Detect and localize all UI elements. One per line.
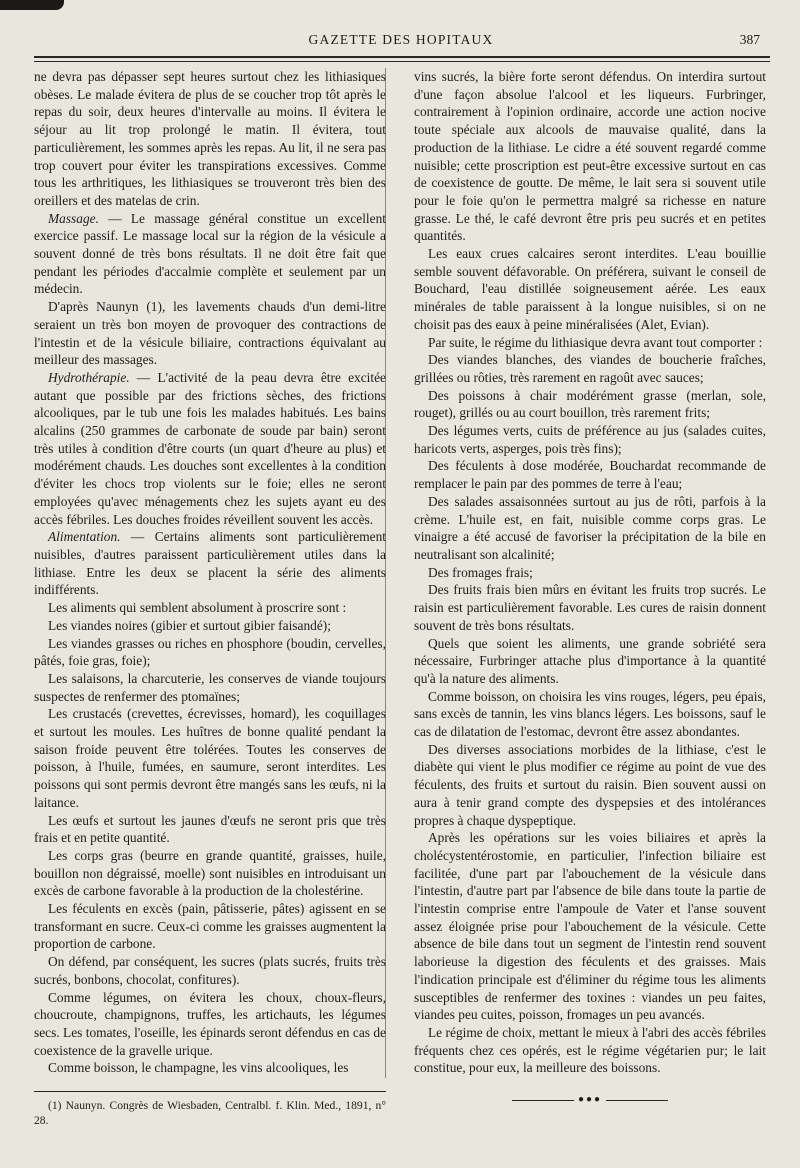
paragraph: Comme légumes, on évitera les choux, choux-fleurs, choucroute, champignons, truffes, les artichauts, les légumes secs. Les tomates, l'oseille, les épinards seront défendus en cas de coexistence de la gravelle urique. [34, 989, 386, 1058]
scan-edge-mark [0, 0, 64, 10]
paragraph: Les eaux crues calcaires seront interdites. L'eau bouillie semble souvent défavorable. On préférera, suivant le conseil de Bouchard, l'eau distillée soigneusement aérée. Les eaux minérales de table paraissent à la longue nuisibles, si on ne choisit pas des eaux à peine minéralisées (Alet, Evian). [414, 246, 766, 332]
ornament-line-left [512, 1100, 574, 1101]
paragraph: Les viandes grasses ou riches en phosphore (boudin, cervelles, pâtés, foie gras, foie); [34, 635, 386, 669]
paragraph: ne devra pas dépasser sept heures surtout chez les lithiasiques obèses. Le malade évitera de plus de se coucher trop tôt après le repas du soir, deux heures d'intervalle au moins. Il évitera le séjour au lit trop prolongé le matin. Il évitera, tout particulièrement, les sommes après les repas. Au lit, il ne sera pas trop couvert pour éviter les transpirations excessives. Comme tous les arthritiques, les lithiasiques se trouveront très bien des oreillers et des matelas de crin. [34, 69, 386, 208]
footnote-rule [34, 1091, 386, 1092]
paragraph: Par suite, le régime du lithiasique devra avant tout comporter : [428, 334, 763, 350]
paragraph: Des diverses associations morbides de la lithiase, c'est le diabète qui vient le plus modifier ce régime au point de vue des féculents, des fruits et surtout du raisin. Bien souvent aussi on aura à tenir grand compte des dyspepsies et des intolérances propres à chaque dyspeptique. [414, 741, 766, 828]
left-column [34, 68, 386, 1128]
paragraph: Comme boisson, le champagne, les vins alcooliques, les [48, 1060, 349, 1076]
run-in-heading: Massage. [48, 210, 99, 226]
paragraph: Quels que soient les aliments, une grande sobriété sera nécessaire, Furbringer attache plus d'importance à la quantité qu'à la nature des aliments. [414, 635, 766, 686]
right-column [414, 68, 766, 1128]
paragraph: Des fruits frais bien mûrs en évitant les fruits trop sucrés. Le raisin est particulièrement favorable. Les cures de raisin donnent souvent de très bons résultats. [414, 582, 766, 633]
paragraph: Comme boisson, on choisira les vins rouges, légers, peu épais, sans excès de tannin, les vins blancs légers. Les boissons, sauf le cas de dilatation de l'estomac, devront être assez abondantes. [414, 688, 766, 740]
paragraph: Les corps gras (beurre en grande quantité, graisses, huile, bouillon non dégraissé, moelle) sont nuisibles en introduisant un excès de carbone favorable à la production de la cholestérine. [34, 847, 386, 899]
paragraph: On défend, par conséquent, les sucres (plats sucrés, fruits très sucrés, bonbons, chocolat, confitures). [34, 954, 386, 987]
run-in-heading: Hydrothérapie. [48, 369, 130, 385]
paragraph: Des poissons à chair modérément grasse (merlan, sole, rouget), grillés ou au court bouillon, très rarement frits; [414, 387, 766, 421]
run-in-heading: Alimentation. [48, 529, 121, 545]
paragraph: Les œufs et surtout les jaunes d'œufs ne seront pris que très frais et en petite quantité. [34, 812, 386, 846]
journal-title: GAZETTE DES HOPITAUX [308, 32, 494, 47]
paragraph: Les aliments qui semblent absolument à proscrire sont : [48, 600, 347, 616]
paragraph: D'après Naunyn (1), les lavements chauds d'un demi-litre seraient un très bon moyen de provoquer des contractions de l'intestin et de la vésicule biliaire, contractions équivalant au meilleur des massages. [34, 299, 386, 368]
paragraph: Des légumes verts, cuits de préférence au jus (salades cuites, haricots verts, asperges, pois très fins); [414, 423, 766, 456]
paragraph: Des viandes blanches, des viandes de boucherie fraîches, grillées ou rôties, très rarement en ragoût avec sauces; [414, 352, 766, 385]
header-rule-thick [34, 56, 770, 58]
paragraph: Le régime de choix, mettant le mieux à l'abri des accès fébriles fréquents chez ces opérés, est le régime végétarien pur; le lait constitue, pour eux, la meilleure des boissons. [414, 1024, 766, 1076]
section-end-ornament [414, 1091, 766, 1109]
page-number: 387 [739, 32, 760, 47]
article-body [34, 68, 770, 1128]
page-header [34, 32, 768, 52]
paragraph: Après les opérations sur les voies biliaires et après la cholécystentérostomie, en particulier, l'infection biliaire est facilitée, d'une part par l'abouchement de la vésicule dans l'intestin, d'autre part par l'absence de bile dans toute la partie de l'intestin comprise entre l'ampoule de Vater et l'anse souvent assez éloignée prise pour l'abouchement de la vésicule. Cette absence de bile dans tout un segment de l'intestin rend souvent laborieuse la digestion des féculents et des graisses. Mais l'indication principale est d'éliminer du régime tous les aliments susceptibles de renfermer des toxines : viandes un peu faites, viandes peu cuites, poisson, fromages un peu avancés. [414, 830, 766, 1023]
paragraph: Les féculents en excès (pain, pâtisserie, pâtes) agissent en se transformant en sucre. Ceux-ci comme les graisses augmentent la proportion de carbone. [34, 901, 386, 952]
paragraph: vins sucrés, la bière forte seront défendus. On interdira surtout d'une façon absolue l'alcool et les liqueurs. Furbringer, contrairement à l'opinion ordinaire, accorde une action nocive toute spéciale aux alcools de mauvaise qualité, dans la production de la lithiase. Le cidre a été souvent regardé comme nuisible; cette proscription est peut-être excessive surtout en cas de coexistence de goutte. De même, le lait sera si souvent utile pour le foie qu'on le permettra malgré sa richesse en nature grasse. Le thé, le café devront être pris peu sucrés et en petites quantités. [414, 69, 766, 244]
paragraph: Les crustacés (crevettes, écrevisses, homard), les coquillages et surtout les moules. Les huîtres de bonne qualité pendant la saison froide peuvent être tolérées. Toutes les conserves de poisson, à l'huile, fumées, en saumure, seront interdites. Les poissons qui sont permis devront être mangés sans les œufs, ni la laitance. [34, 706, 386, 810]
header-rule-thin [34, 61, 770, 62]
footnote: (1) Naunyn. Congrès de Wiesbaden, Centralbl. f. Klin. Med., 1891, n° 28. [34, 1099, 386, 1128]
ornament-dots-icon: ●●● [577, 1094, 603, 1106]
paragraph: Des féculents à dose modérée, Bouchardat recommande de remplacer le pain par des pommes de terre à l'eau; [414, 458, 766, 492]
paragraph: Des fromages frais; [428, 564, 533, 580]
paragraph: Des salades assaisonnées surtout au jus de rôti, parfois à la crème. L'huile est, en fait, nuisible comme corps gras. Le vinaigre a été accusé de favoriser la précipitation de la bile en neutralisant son alcalinité; [414, 493, 766, 562]
paragraph-massage: Massage. — Le massage général constitue un excellent exercice passif. Le massage local sur la région de la vésicule a souvent donné de très bons résultats. Il ne doit être fait que pendant les périodes d'accalmie complète et seulement par un médecin. [34, 210, 386, 297]
paragraph: Les salaisons, la charcuterie, les conserves de viande toujours suspectes de renfermer des ptomaïnes; [34, 670, 386, 704]
paragraph: Les viandes noires (gibier et surtout gibier faisandé); [48, 617, 331, 633]
ornament-line-right [606, 1100, 668, 1101]
paragraph-alimentation: Alimentation. — Certains aliments sont particulièrement nuisibles, d'autres paraissent particulièrement utiles dans la lithiase. Entre les deux se placent la série des aliments indifférents. [34, 529, 386, 598]
paragraph-hydrotherapie: Hydrothérapie. — L'activité de la peau devra être excitée autant que possible par des frictions sèches, des frictions alcooliques, par le tub une fois les malades habitués. Les bains alcalins (250 grammes de carbonate de soude par bain) seront très utiles à condition d'être courts (un quart d'heure au plus) et modérément chauds. Les douches sont excellentes à la condition d'éviter les chocs trop violents sur le foie; elles ne seront employées qu'avec ménagements chez les sujets ayant eu des accès fébriles. Les douches froides réveillent souvent les accès. [34, 369, 386, 527]
